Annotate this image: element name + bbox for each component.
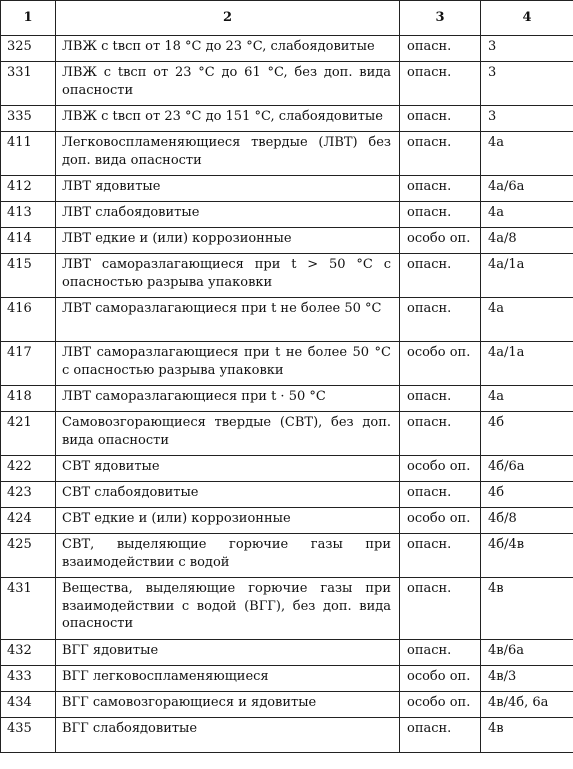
- row-hazard-group: 4а/1а: [481, 342, 573, 386]
- row-hazard-group: 4в: [481, 718, 573, 753]
- row-danger-class: опасн.: [400, 132, 481, 176]
- row-code: 424: [1, 508, 56, 534]
- table-row: [1, 508, 573, 534]
- row-hazard-group: 3: [481, 106, 573, 132]
- row-description: ЛВТ ядовитые: [56, 176, 400, 202]
- row-code: 325: [1, 36, 56, 62]
- table-row: [1, 298, 573, 342]
- row-hazard-group: 4в/3: [481, 666, 573, 692]
- row-code: 412: [1, 176, 56, 202]
- row-description: ВГГ слабоядовитые: [56, 718, 400, 753]
- column-header-danger: 3: [400, 1, 481, 36]
- row-danger-class: опасн.: [400, 254, 481, 298]
- row-code: 431: [1, 578, 56, 640]
- row-code: 423: [1, 482, 56, 508]
- table-row: [1, 132, 573, 176]
- row-description: СВТ, выделяющие горючие газы при взаимодействии с водой: [56, 534, 400, 578]
- row-description: ЛВЖ с tвсп от 23 °C до 61 °C, без доп. вида опасности: [56, 62, 400, 106]
- row-description: ВГГ ядовитые: [56, 640, 400, 666]
- row-description: ЛВТ саморазлагающиеся при t · 50 °C: [56, 386, 400, 412]
- column-header-code: 1: [1, 1, 56, 36]
- row-hazard-group: 4в: [481, 578, 573, 640]
- table-row: [1, 176, 573, 202]
- row-hazard-group: 4а/8: [481, 228, 573, 254]
- table-row: [1, 412, 573, 456]
- row-danger-class: опасн.: [400, 718, 481, 753]
- row-code: 413: [1, 202, 56, 228]
- row-hazard-group: 4б/6а: [481, 456, 573, 482]
- row-code: 335: [1, 106, 56, 132]
- column-header-description: 2: [56, 1, 400, 36]
- row-description: ВГГ легковоспламеняющиеся: [56, 666, 400, 692]
- table-row: [1, 534, 573, 578]
- row-danger-class: опасн.: [400, 106, 481, 132]
- row-hazard-group: 4а: [481, 132, 573, 176]
- row-description: ЛВЖ с tвсп от 18 °C до 23 °C, слабоядовитые: [56, 36, 400, 62]
- row-danger-class: опасн.: [400, 176, 481, 202]
- row-description: Вещества, выделяющие горючие газы при взаимодействии с водой (ВГГ), без доп. вида опасности: [56, 578, 400, 640]
- row-danger-class: опасн.: [400, 534, 481, 578]
- row-danger-class: опасн.: [400, 482, 481, 508]
- row-danger-class: особо оп.: [400, 456, 481, 482]
- table-row: [1, 228, 573, 254]
- row-danger-class: особо оп.: [400, 508, 481, 534]
- row-code: 411: [1, 132, 56, 176]
- table-row: [1, 666, 573, 692]
- row-description: ЛВТ саморазлагающиеся при t не более 50 °C с опасностью разрыва упаковки: [56, 342, 400, 386]
- row-danger-class: опасн.: [400, 412, 481, 456]
- header-row: [1, 1, 573, 36]
- row-hazard-group: 4в/6а: [481, 640, 573, 666]
- row-code: 425: [1, 534, 56, 578]
- table-row: [1, 578, 573, 640]
- row-description: СВТ едкие и (или) коррозионные: [56, 508, 400, 534]
- row-description: ВГГ самовозгорающиеся и ядовитые: [56, 692, 400, 718]
- table-row: [1, 718, 573, 753]
- row-description: ЛВЖ с tвсп от 23 °C до 151 °C, слабоядовитые: [56, 106, 400, 132]
- row-code: 422: [1, 456, 56, 482]
- row-hazard-group: 4а/6а: [481, 176, 573, 202]
- row-description: Самовозгорающиеся твердые (СВТ), без доп. вида опасности: [56, 412, 400, 456]
- row-code: 415: [1, 254, 56, 298]
- table-row: [1, 386, 573, 412]
- row-hazard-group: 4а/1а: [481, 254, 573, 298]
- row-hazard-group: 3: [481, 62, 573, 106]
- row-danger-class: особо оп.: [400, 666, 481, 692]
- row-code: 331: [1, 62, 56, 106]
- row-hazard-group: 4а: [481, 202, 573, 228]
- row-description: Легковоспламеняющиеся твердые (ЛВТ) без доп. вида опасности: [56, 132, 400, 176]
- row-code: 416: [1, 298, 56, 342]
- table-row: [1, 482, 573, 508]
- row-hazard-group: 4б: [481, 412, 573, 456]
- row-code: 432: [1, 640, 56, 666]
- row-danger-class: опасн.: [400, 640, 481, 666]
- row-danger-class: опасн.: [400, 578, 481, 640]
- table-row: [1, 62, 573, 106]
- row-danger-class: опасн.: [400, 298, 481, 342]
- row-code: 435: [1, 718, 56, 753]
- table-row: [1, 342, 573, 386]
- table-row: [1, 254, 573, 298]
- row-description: ЛВТ саморазлагающиеся при t > 50 °C с опасностью разрыва упаковки: [56, 254, 400, 298]
- column-header-group: 4: [481, 1, 573, 36]
- table-row: [1, 692, 573, 718]
- row-hazard-group: 4б/4в: [481, 534, 573, 578]
- row-hazard-group: 4а: [481, 386, 573, 412]
- row-hazard-group: 4б/8: [481, 508, 573, 534]
- row-description: СВТ слабоядовитые: [56, 482, 400, 508]
- table-row: [1, 202, 573, 228]
- row-description: ЛВТ едкие и (или) коррозионные: [56, 228, 400, 254]
- row-danger-class: опасн.: [400, 62, 481, 106]
- row-hazard-group: 3: [481, 36, 573, 62]
- row-danger-class: особо оп.: [400, 342, 481, 386]
- row-description: ЛВТ саморазлагающиеся при t не более 50 °C: [56, 298, 400, 342]
- row-description: ЛВТ слабоядовитые: [56, 202, 400, 228]
- row-hazard-group: 4б: [481, 482, 573, 508]
- row-hazard-group: 4в/4б, 6а: [481, 692, 573, 718]
- row-danger-class: особо оп.: [400, 692, 481, 718]
- row-danger-class: особо оп.: [400, 228, 481, 254]
- table-row: [1, 640, 573, 666]
- row-danger-class: опасн.: [400, 202, 481, 228]
- row-code: 433: [1, 666, 56, 692]
- row-danger-class: опасн.: [400, 36, 481, 62]
- table-row: [1, 36, 573, 62]
- row-code: 421: [1, 412, 56, 456]
- row-description: СВТ ядовитые: [56, 456, 400, 482]
- table-row: [1, 106, 573, 132]
- row-code: 414: [1, 228, 56, 254]
- row-danger-class: опасн.: [400, 386, 481, 412]
- table-row: [1, 456, 573, 482]
- row-code: 418: [1, 386, 56, 412]
- row-code: 434: [1, 692, 56, 718]
- row-hazard-group: 4а: [481, 298, 573, 342]
- row-code: 417: [1, 342, 56, 386]
